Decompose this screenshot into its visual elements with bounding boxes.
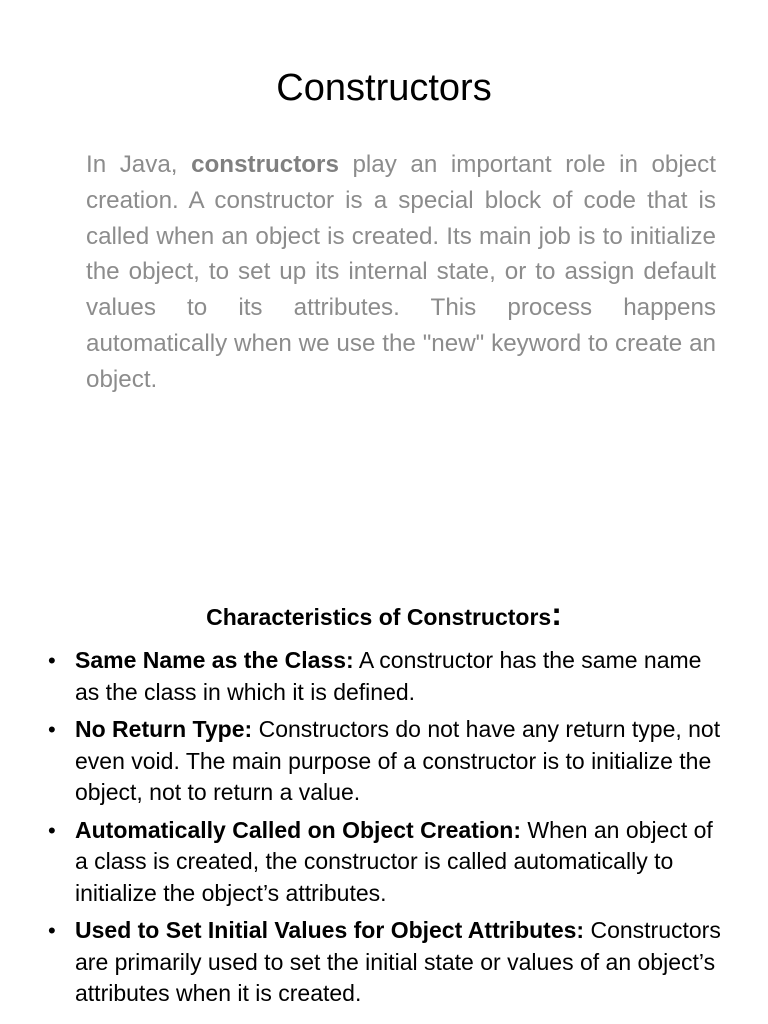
- bullet-text: Constructors are primarily used to set the initial state or values of an object’s attributes when it is created.: [75, 917, 721, 1006]
- intro-paragraph: [86, 147, 716, 398]
- list-item: [0, 915, 768, 1010]
- bullet-text: A constructor has the same name as the class in which it is defined.: [75, 647, 702, 705]
- characteristics-list: [0, 645, 768, 1016]
- list-item: [0, 815, 768, 910]
- bullet-text: Constructors do not have any return type, not even void. The main purpose of a constructor is to initialize the object, not to return a value.: [75, 716, 721, 805]
- bullet-term: Automatically Called on Object Creation:: [75, 816, 522, 843]
- list-item: [0, 714, 768, 809]
- section-heading-colon: :: [551, 596, 562, 632]
- bullet-text: When an object of a class is created, the constructor is called automatically to initialize the object’s attributes.: [75, 816, 713, 906]
- bullet-icon: •: [48, 817, 56, 843]
- bullet-term: Same Name as the Class:: [75, 647, 354, 673]
- intro-bold-term: constructors: [191, 151, 339, 178]
- bullet-icon: •: [48, 918, 56, 943]
- bullet-icon: •: [48, 648, 56, 673]
- section-heading: [0, 594, 768, 637]
- intro-prefix: In Java,: [86, 151, 192, 178]
- intro-rest: play an important role in object creation. A constructor is a special block of code that is called when an object is created. Its main job is to initialize the object, to set up its internal state, or to assign default values to its attributes. This process happens automatically when we use the "new" keyword to create an object.: [86, 151, 716, 393]
- page-title: Constructors: [276, 67, 492, 109]
- bullet-term: No Return Type:: [75, 716, 253, 742]
- section-heading-text: Characteristics of Constructors: [206, 604, 552, 630]
- list-item: [0, 645, 768, 708]
- bullet-icon: •: [48, 717, 56, 742]
- bullet-term: Used to Set Initial Values for Object Attributes:: [75, 917, 585, 943]
